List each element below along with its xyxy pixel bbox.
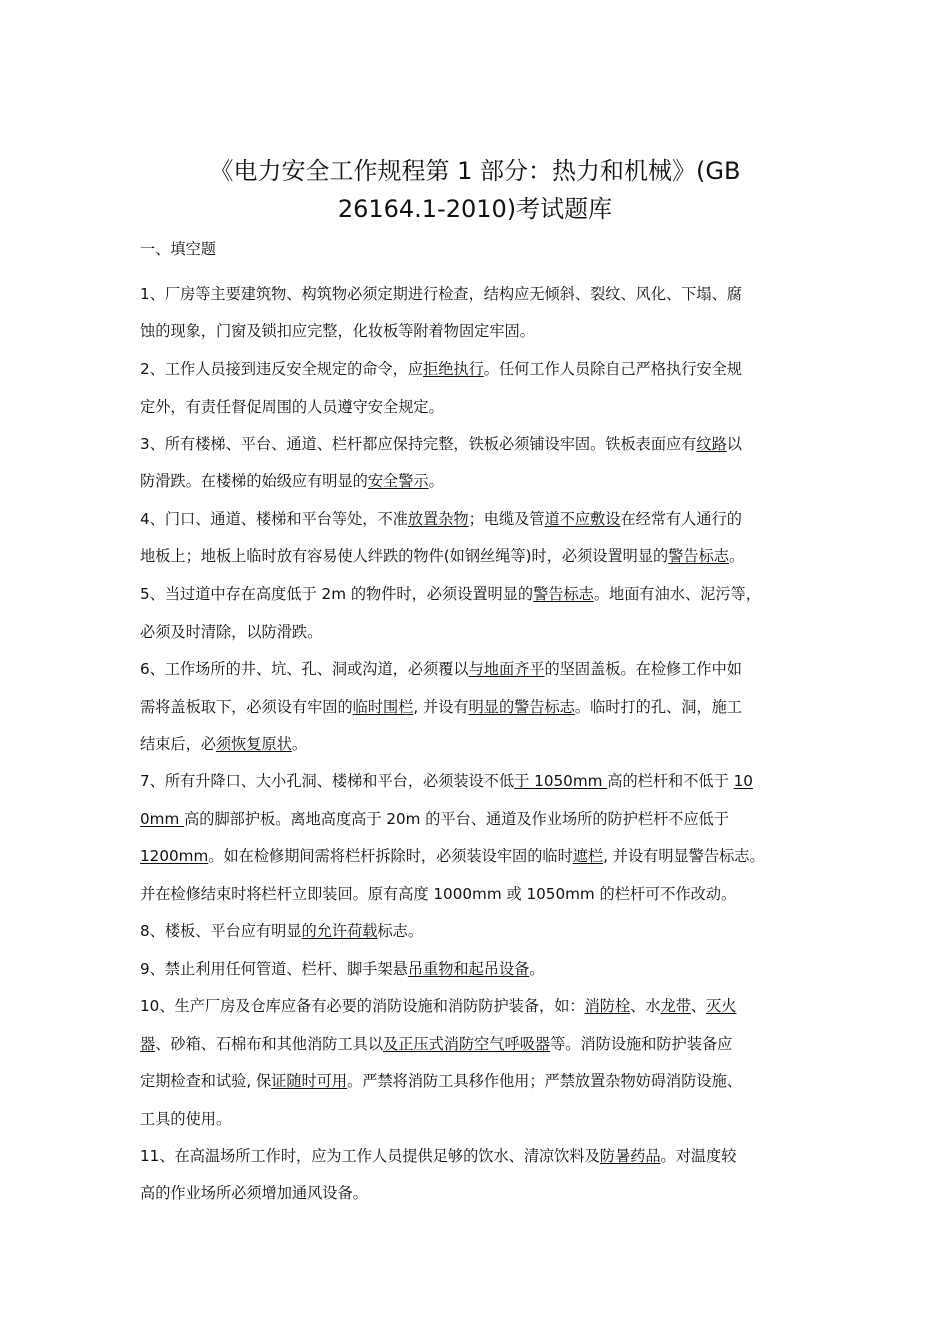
text: 以 — [726, 435, 742, 453]
answer-blank: 10 — [733, 772, 753, 790]
question-6-line-1 — [140, 658, 742, 680]
text: 8、楼板、平台应有明显 — [140, 922, 302, 940]
document-title-line-1: 《电力安全工作规程第 1 部分：热力和机械》(GB — [209, 157, 741, 185]
question-10-line-2 — [140, 1033, 732, 1055]
answer-blank: 器 — [140, 1035, 156, 1053]
answer-blank: 吊重物和起吊设备 — [407, 960, 530, 978]
answer-blank: 警告标志 — [533, 585, 594, 603]
answer-blank: 1200mm — [140, 847, 209, 865]
question-5-line-1 — [140, 583, 761, 605]
text: 结束后，必 — [140, 735, 216, 753]
text: 。临时打的孔、洞，施工 — [574, 698, 742, 716]
answer-blank: 0mm — [140, 810, 185, 828]
text: 的坚固盖板。在检修工作中如 — [544, 660, 742, 678]
question-8-line-1 — [140, 920, 423, 942]
text: 。 — [291, 735, 308, 753]
document-title-line-2: 26164.1-2010)考试题库 — [337, 195, 613, 223]
answer-blank: 明显的警告标志 — [468, 698, 575, 716]
answer-blank: 安全警示 — [367, 472, 429, 490]
answer-blank: 与地面齐平 — [468, 660, 545, 678]
text: , 并设有 — [413, 698, 469, 716]
text: 6、工作场所的井、坑、孔、洞或沟道，必须覆以 — [140, 660, 469, 678]
answer-blank: 拒绝执行 — [423, 360, 484, 378]
text: 。地面有油水、泥污等， — [593, 585, 761, 603]
question-7-line-2 — [140, 808, 729, 830]
text: 2、工作人员接到违反安全规定的命令，应 — [140, 360, 424, 378]
question-4-line-2 — [140, 545, 744, 567]
text: 定期检查和试验, 保 — [140, 1072, 272, 1090]
text: 。 — [728, 547, 745, 565]
text: 4、门口、通道、楼梯和平台等处，不准 — [140, 510, 408, 528]
answer-blank: 的允许荷载 — [301, 922, 378, 940]
question-10-line-1 — [140, 995, 736, 1017]
answer-blank: 警告标志 — [668, 547, 729, 565]
question-3-line-1 — [140, 433, 742, 455]
text: 。 — [529, 960, 545, 978]
question-6-line-2 — [140, 696, 742, 718]
question-4-line-1 — [140, 508, 742, 530]
text: 。任何工作人员除自己严格执行安全规 — [483, 360, 742, 378]
question-11-line-2: 高的作业场所必须增加通风设备。 — [140, 1184, 368, 1202]
text: 11、在高温场所工作时，应为工作人员提供足够的饮水、清凉饮料及 — [140, 1147, 600, 1165]
answer-blank: 证随时可用 — [271, 1072, 348, 1090]
question-10-line-4: 工具的使用。 — [140, 1110, 232, 1128]
text: 等。消防设施和防护装备应 — [550, 1035, 733, 1053]
answer-blank: 消防栓 — [584, 997, 631, 1015]
answer-blank: 放置杂物 — [407, 510, 469, 528]
answer-blank: 灭火 — [706, 997, 737, 1015]
text: 。如在检修期间需将栏杆拆除时，必须装设牢固的临时 — [208, 847, 573, 865]
text: 高的脚部护板。离地高度高于 20m 的平台、通道及作业场所的防护栏杆不应低于 — [184, 810, 730, 828]
text: 10、生产厂房及仓库应备有必要的消防设施和消防防护装备，如： — [140, 997, 585, 1015]
answer-blank: 于 1050mm — [514, 772, 608, 790]
answer-blank: 临时围栏 — [352, 698, 414, 716]
text: 、砂箱、石棉布和其他消防工具以 — [155, 1035, 383, 1053]
question-1-line-2: 蚀的现象，门窗及锁扣应完整，化妆板等附着物固定牢固。 — [140, 322, 535, 340]
text: 。对温度较 — [660, 1147, 737, 1165]
question-7-line-4: 并在检修结束时将栏杆立即装回。原有高度 1000mm 或 1050mm 的栏杆可不作改动。 — [140, 885, 737, 903]
question-11-line-1 — [140, 1145, 736, 1167]
text: 地板上；地板上临时放有容易使人绊跌的物件(如钢丝绳等)时，必须设置明显的 — [140, 547, 669, 565]
text: 防滑跌。在楼梯的始级应有明显的 — [140, 472, 368, 490]
answer-blank: 纹路 — [696, 435, 727, 453]
question-6-line-3 — [140, 733, 307, 755]
answer-blank: 遮栏 — [572, 847, 604, 865]
section-heading: 一、填空题 — [140, 240, 216, 258]
text: 、水 — [630, 997, 661, 1015]
text: , 并设有明显警告标志。 — [603, 847, 765, 865]
answer-blank: 龙带 — [660, 997, 691, 1015]
text: 7、所有升降口、大小孔洞、楼梯和平台，必须装设不低 — [140, 772, 515, 790]
text: 。严禁将消防工具移作他用；严禁放置杂物妨碍消防设施、 — [347, 1072, 742, 1090]
text: 标志。 — [377, 922, 424, 940]
question-7-line-1 — [140, 770, 753, 792]
text: 5、当过道中存在高度低于 2m 的物件时，必须设置明显的 — [140, 585, 534, 603]
question-1-line-1: 1、厂房等主要建筑物、构筑物必须定期进行检查，结构应无倾斜、裂纹、风化、下塌、腐 — [140, 285, 742, 303]
answer-blank: 及正压式消防空气呼吸器 — [383, 1035, 551, 1053]
answer-blank: 须恢复原状 — [215, 735, 292, 753]
text: 高的栏杆和不低于 — [607, 772, 734, 790]
answer-blank: 防暑药品 — [599, 1147, 661, 1165]
text: 在经常有人通行的 — [620, 510, 742, 528]
question-7-line-3 — [140, 845, 765, 867]
text: ；电缆及管 — [468, 510, 545, 528]
answer-blank: 道不应敷设 — [544, 510, 621, 528]
question-9-line-1 — [140, 958, 545, 980]
text: 。 — [428, 472, 444, 490]
text: 、 — [690, 997, 707, 1015]
text: 9、禁止利用任何管道、栏杆、脚手架悬 — [140, 960, 408, 978]
question-2-line-2: 定外，有责任督促周围的人员遵守安全规定。 — [140, 398, 444, 416]
question-3-line-2 — [140, 470, 444, 492]
question-2-line-1 — [140, 358, 742, 380]
question-5-line-2: 必须及时清除，以防滑跌。 — [140, 623, 323, 641]
text: 需将盖板取下，必须设有牢固的 — [140, 698, 353, 716]
question-10-line-3 — [140, 1070, 742, 1092]
text: 3、所有楼梯、平台、通道、栏杆都应保持完整，铁板必须铺设牢固。铁板表面应有 — [140, 435, 697, 453]
